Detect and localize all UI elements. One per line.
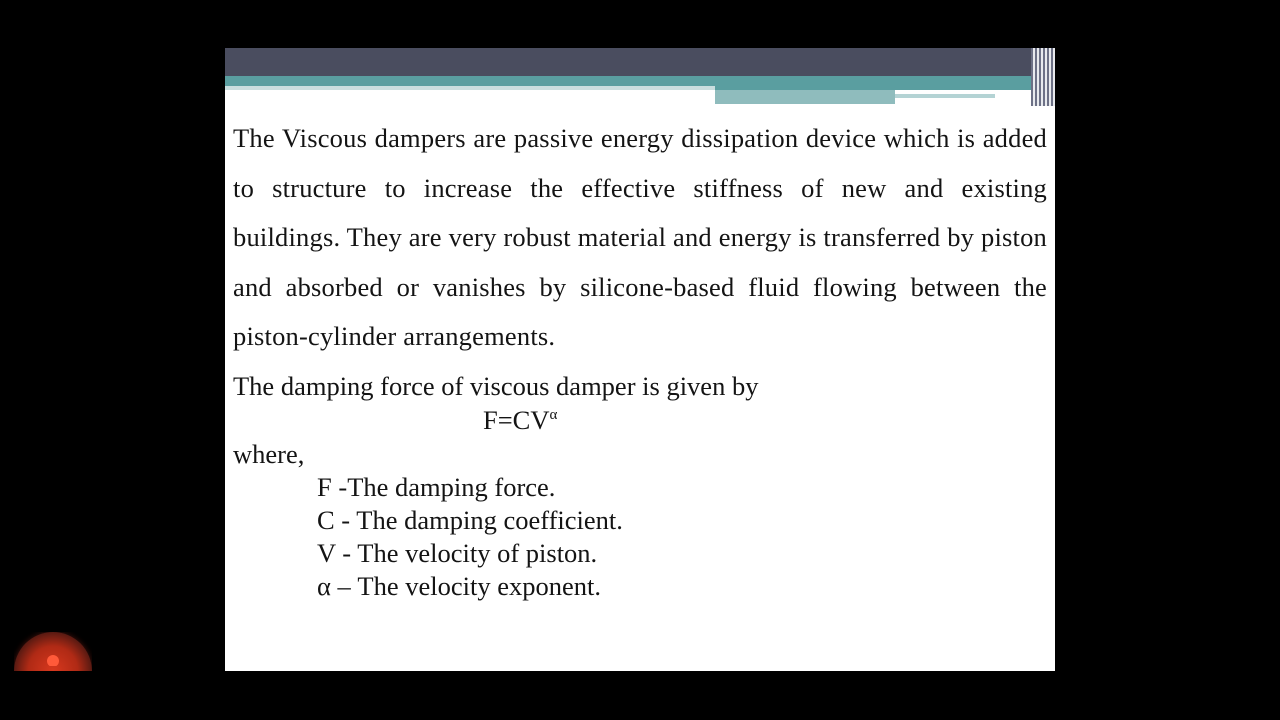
bottom-bar [0,671,225,720]
formula-intro: The damping force of viscous damper is given by [233,371,759,401]
where-label: where, [233,439,305,469]
formula [483,405,557,436]
header-band-step [715,90,895,104]
header-band-dark [225,48,1055,76]
definition-item: C - The damping coefficient. [317,505,623,535]
formula-exponent: α [549,407,558,423]
header-band-step-thin [895,94,995,98]
definition-item: V - The velocity of piston. [317,538,598,568]
header-band-highlight [225,86,715,90]
definition-item: F -The damping force. [317,472,556,502]
record-dot [47,655,59,667]
definition-item: α – The velocity exponent. [317,571,601,601]
formula-base: F=CV [483,405,550,435]
header-stripes [1031,48,1055,106]
presentation-slide [225,48,1055,671]
body-paragraph: The Viscous dampers are passive energy dissipation device which is added to structure to increase the effective stiffness of new and existing buildings. They are very robust material and energy is transferred by piston and absorbed or vanishes by silicone-based fluid flowing between the piston-cylinder arrangements. [233,123,1047,352]
